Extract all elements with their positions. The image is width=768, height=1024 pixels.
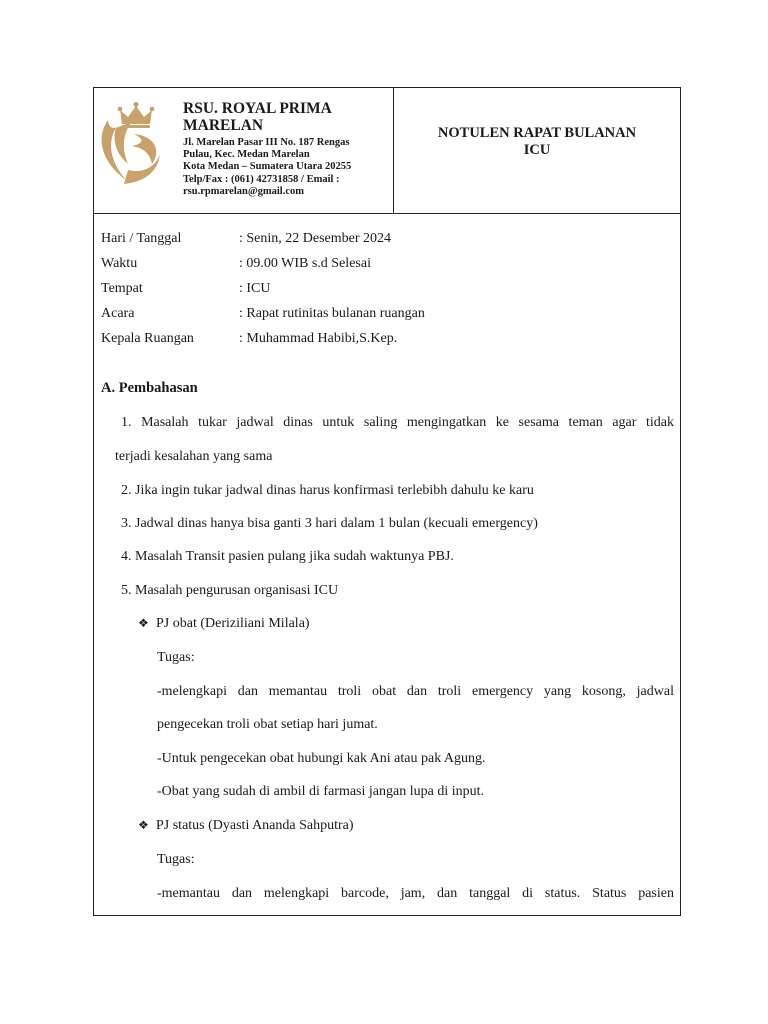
document-frame	[93, 87, 681, 916]
tugas-label: Tugas:	[157, 650, 195, 665]
info-label-head: Kepala Ruangan	[101, 331, 194, 346]
organization-block	[183, 100, 388, 198]
tugas-label: Tugas:	[157, 852, 195, 867]
section-heading: A. Pembahasan	[101, 380, 198, 396]
address-line: Pulau, Kec. Medan Marelan	[183, 149, 310, 161]
info-value-time: : 09.00 WIB s.d Selesai	[239, 256, 371, 271]
email-line: rsu.rpmarelan@gmail.com	[183, 185, 304, 197]
info-label-agenda: Acara	[101, 306, 135, 321]
diamond-bullet-icon: ❖	[138, 616, 149, 630]
info-value-agenda: : Rapat rutinitas bulanan ruangan	[239, 306, 425, 321]
title-line-2: ICU	[523, 142, 551, 158]
pj-obat-heading	[138, 615, 310, 632]
task-line: -melengkapi dan memantau troli obat dan troli emergency yang kosong, jadwal	[157, 684, 674, 699]
contact-line: Telp/Fax : (061) 42731858 / Email :	[183, 173, 340, 185]
diamond-bullet-icon: ❖	[138, 818, 149, 832]
task-line: -Obat yang sudah di ambil di farmasi jangan lupa di input.	[157, 784, 484, 799]
address-line: Kota Medan – Sumatera Utara 20255	[183, 161, 352, 173]
pj-obat-title: PJ obat (Deriziliani Milala)	[156, 616, 310, 631]
info-value-head: : Muhammad Habibi,S.Kep.	[239, 331, 398, 346]
info-value-date: : Senin, 22 Desember 2024	[239, 231, 392, 246]
list-item-1-continued: terjadi kesalahan yang sama	[115, 449, 273, 464]
list-item-3: 3. Jadwal dinas hanya bisa ganti 3 hari dalam 1 bulan (kecuali emergency)	[121, 516, 538, 531]
organization-name: RSU. ROYAL PRIMA MARELAN	[183, 100, 331, 134]
info-label-place: Tempat	[101, 281, 143, 296]
task-line: -Untuk pengecekan obat hubungi kak Ani atau pak Agung.	[157, 751, 486, 766]
task-line: -memantau dan melengkapi barcode, jam, dan tanggal di status. Status pasien	[157, 886, 674, 901]
pj-status-title: PJ status (Dyasti Ananda Sahputra)	[156, 818, 354, 833]
list-item-4: 4. Masalah Transit pasien pulang jika sudah waktunya PBJ.	[121, 549, 454, 564]
task-line: pengecekan troli obat setiap hari jumat.	[157, 717, 378, 732]
list-item-5: 5. Masalah pengurusan organisasi ICU	[121, 583, 339, 598]
info-label-date: Hari / Tanggal	[101, 231, 182, 246]
title-line-1: NOTULEN RAPAT BULANAN	[437, 125, 637, 141]
pj-status-heading	[138, 817, 354, 834]
info-value-place: : ICU	[239, 281, 271, 296]
list-item-2: 2. Jika ingin tukar jadwal dinas harus konfirmasi terlebibh dahulu ke karu	[121, 483, 534, 498]
letterhead	[94, 88, 680, 214]
crown-flame-logo	[100, 100, 172, 188]
document-title	[394, 125, 680, 159]
list-item-1: 1. Masalah tukar jadwal dinas untuk saling mengingatkan ke sesama teman agar tidak	[121, 415, 674, 430]
address-line: Jl. Marelan Pasar III No. 187 Rengas	[183, 137, 350, 148]
info-label-time: Waktu	[101, 256, 138, 271]
